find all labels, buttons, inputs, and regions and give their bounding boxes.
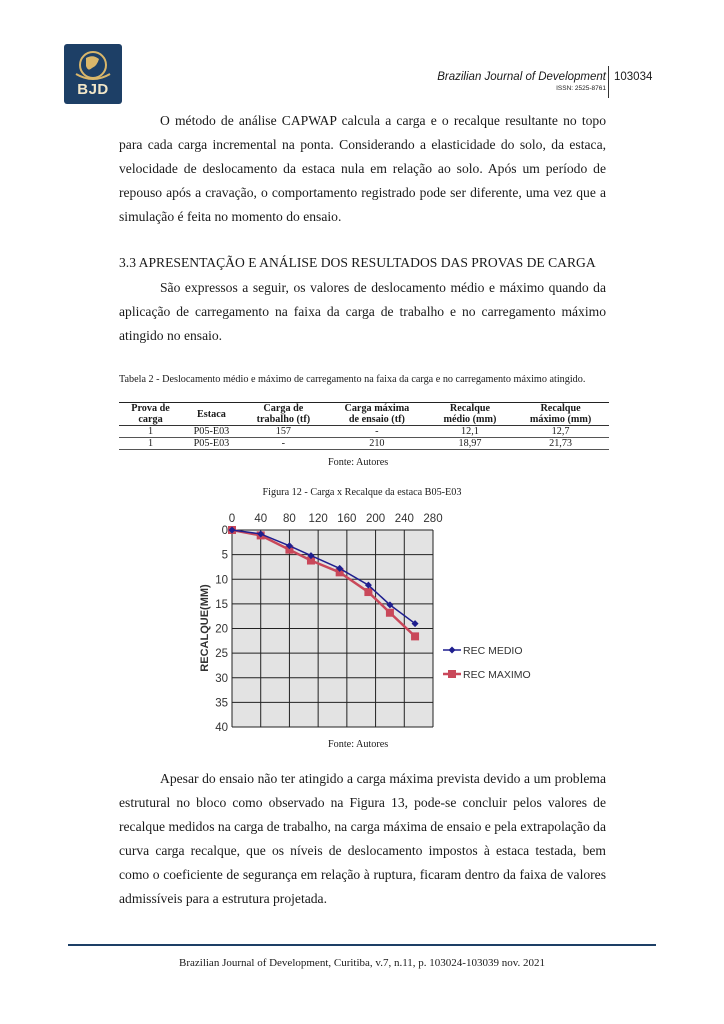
table-caption: Tabela 2 - Deslocamento médio e máximo de carregamento na faixa da carga e no carregamento máximo atingido. (119, 374, 586, 385)
figure-caption: Figura 12 - Carga x Recalque da estaca B05-E03 (262, 487, 462, 498)
table-cell: - (241, 438, 326, 450)
table-cell: 21,73 (512, 438, 609, 450)
table-header-cell: Carga máxima de ensaio (tf) (326, 403, 428, 426)
journal-logo (64, 44, 122, 104)
table-header-cell: Estaca (182, 403, 241, 426)
issn: ISSN: 2525-8761 (556, 85, 606, 92)
journal-header (437, 71, 606, 92)
journal-name: Brazilian Journal of Development (437, 71, 606, 83)
paragraph-intro-results: São expressos a seguir, os valores de deslocamento médio e máximo quando da aplicação de carregamento na faixa da carga de trabalho e no carregamento máximo atingido no ensaio. (119, 280, 606, 343)
x-tick-label: 280 (423, 513, 443, 525)
y-tick-label: 10 (215, 574, 228, 587)
table-row (119, 426, 609, 438)
table-cell: 1 (119, 426, 182, 438)
footer-citation: Brazilian Journal of Development, Curitiba, v.7, n.11, p. 103024-103039 nov. 2021 (179, 957, 545, 969)
load-settlement-chart (195, 500, 540, 740)
x-tick-label: 160 (337, 513, 357, 525)
table-header-cell: Recalque máximo (mm) (512, 403, 609, 426)
table-cell: - (326, 426, 428, 438)
x-tick-label: 40 (254, 513, 268, 525)
footer-divider (68, 944, 656, 946)
data-point-rec-maximo (364, 588, 372, 596)
logo-text: BJD (77, 81, 109, 98)
page-number: 103034 (614, 71, 653, 83)
legend-label: REC MAXIMO (463, 669, 531, 681)
paragraph-conclusion: Apesar do ensaio não ter atingido a carga máxima prevista devido a um problema estrutural no bloco como observado na Figura 13, pode-se concluir pelos valores de recalque medidos na carga de trabalho, na carga máxima de ensaio e pela extrapolação da curva carga recalque, que os níveis de deslocamento impostos à estaca testada, bem como o coeficiente de segurança em relação à ruptura, ficaram dentro da faixa de valores admissíveis para a estrutura projetada. (119, 771, 606, 906)
x-tick-labels (229, 513, 443, 525)
y-tick-label: 15 (215, 598, 228, 611)
x-tick-label: 240 (394, 513, 414, 525)
table-header-cell: Recalque médio (mm) (428, 403, 512, 426)
table-header-cell: Prova de carga (119, 403, 182, 426)
header-divider (608, 66, 609, 98)
table-cell: 157 (241, 426, 326, 438)
chart-legend (443, 645, 531, 681)
x-tick-label: 200 (365, 513, 386, 525)
table-cell: 210 (326, 438, 428, 450)
data-point-rec-maximo (411, 632, 419, 640)
y-tick-label: 40 (215, 722, 228, 734)
table-header-row (119, 403, 609, 426)
table-cell: P05-E03 (182, 426, 241, 438)
paragraph-capwap: O método de análise CAPWAP calcula a carga e o recalque resultante no topo para cada carga incremental na ponta. Considerando a elasticidade do solo, da estaca, velocidade de deslocamento da estaca nula em relação ao solo. Após um período de repouso após a cravação, o comportamento registrado pode ser diferente, uma vez que a simulação é feita no momento do ensaio. (119, 113, 606, 224)
y-tick-label: 5 (221, 549, 228, 562)
results-table (119, 402, 609, 450)
section-heading: 3.3 APRESENTAÇÃO E ANÁLISE DOS RESULTADOS DAS PROVAS DE CARGA (119, 255, 596, 270)
legend-marker (449, 647, 456, 654)
legend-marker (448, 670, 456, 678)
y-tick-label: 0 (221, 525, 228, 537)
y-tick-label: 35 (215, 697, 228, 710)
x-tick-label: 80 (283, 513, 296, 525)
table-cell: 12,1 (428, 426, 512, 438)
table-cell: 12,7 (512, 426, 609, 438)
table-row (119, 438, 609, 450)
legend-label: REC MEDIO (463, 645, 523, 657)
table-cell: P05-E03 (182, 438, 241, 450)
y-axis-label: RECALQUE(MM) (199, 584, 211, 672)
y-tick-label: 25 (215, 648, 228, 661)
table-cell: 18,97 (428, 438, 512, 450)
data-point-rec-maximo (386, 609, 394, 617)
x-tick-label: 120 (308, 513, 328, 525)
x-tick-label: 0 (228, 513, 236, 525)
y-tick-label: 30 (215, 672, 228, 685)
table-cell: 1 (119, 438, 182, 450)
figure-source: Fonte: Autores (328, 739, 389, 750)
table-header-cell: Carga de trabalho (tf) (241, 403, 326, 426)
y-tick-label: 20 (215, 623, 228, 636)
globe-emblem-icon (64, 44, 122, 84)
table-source: Fonte: Autores (328, 457, 389, 468)
y-tick-labels (215, 525, 228, 734)
